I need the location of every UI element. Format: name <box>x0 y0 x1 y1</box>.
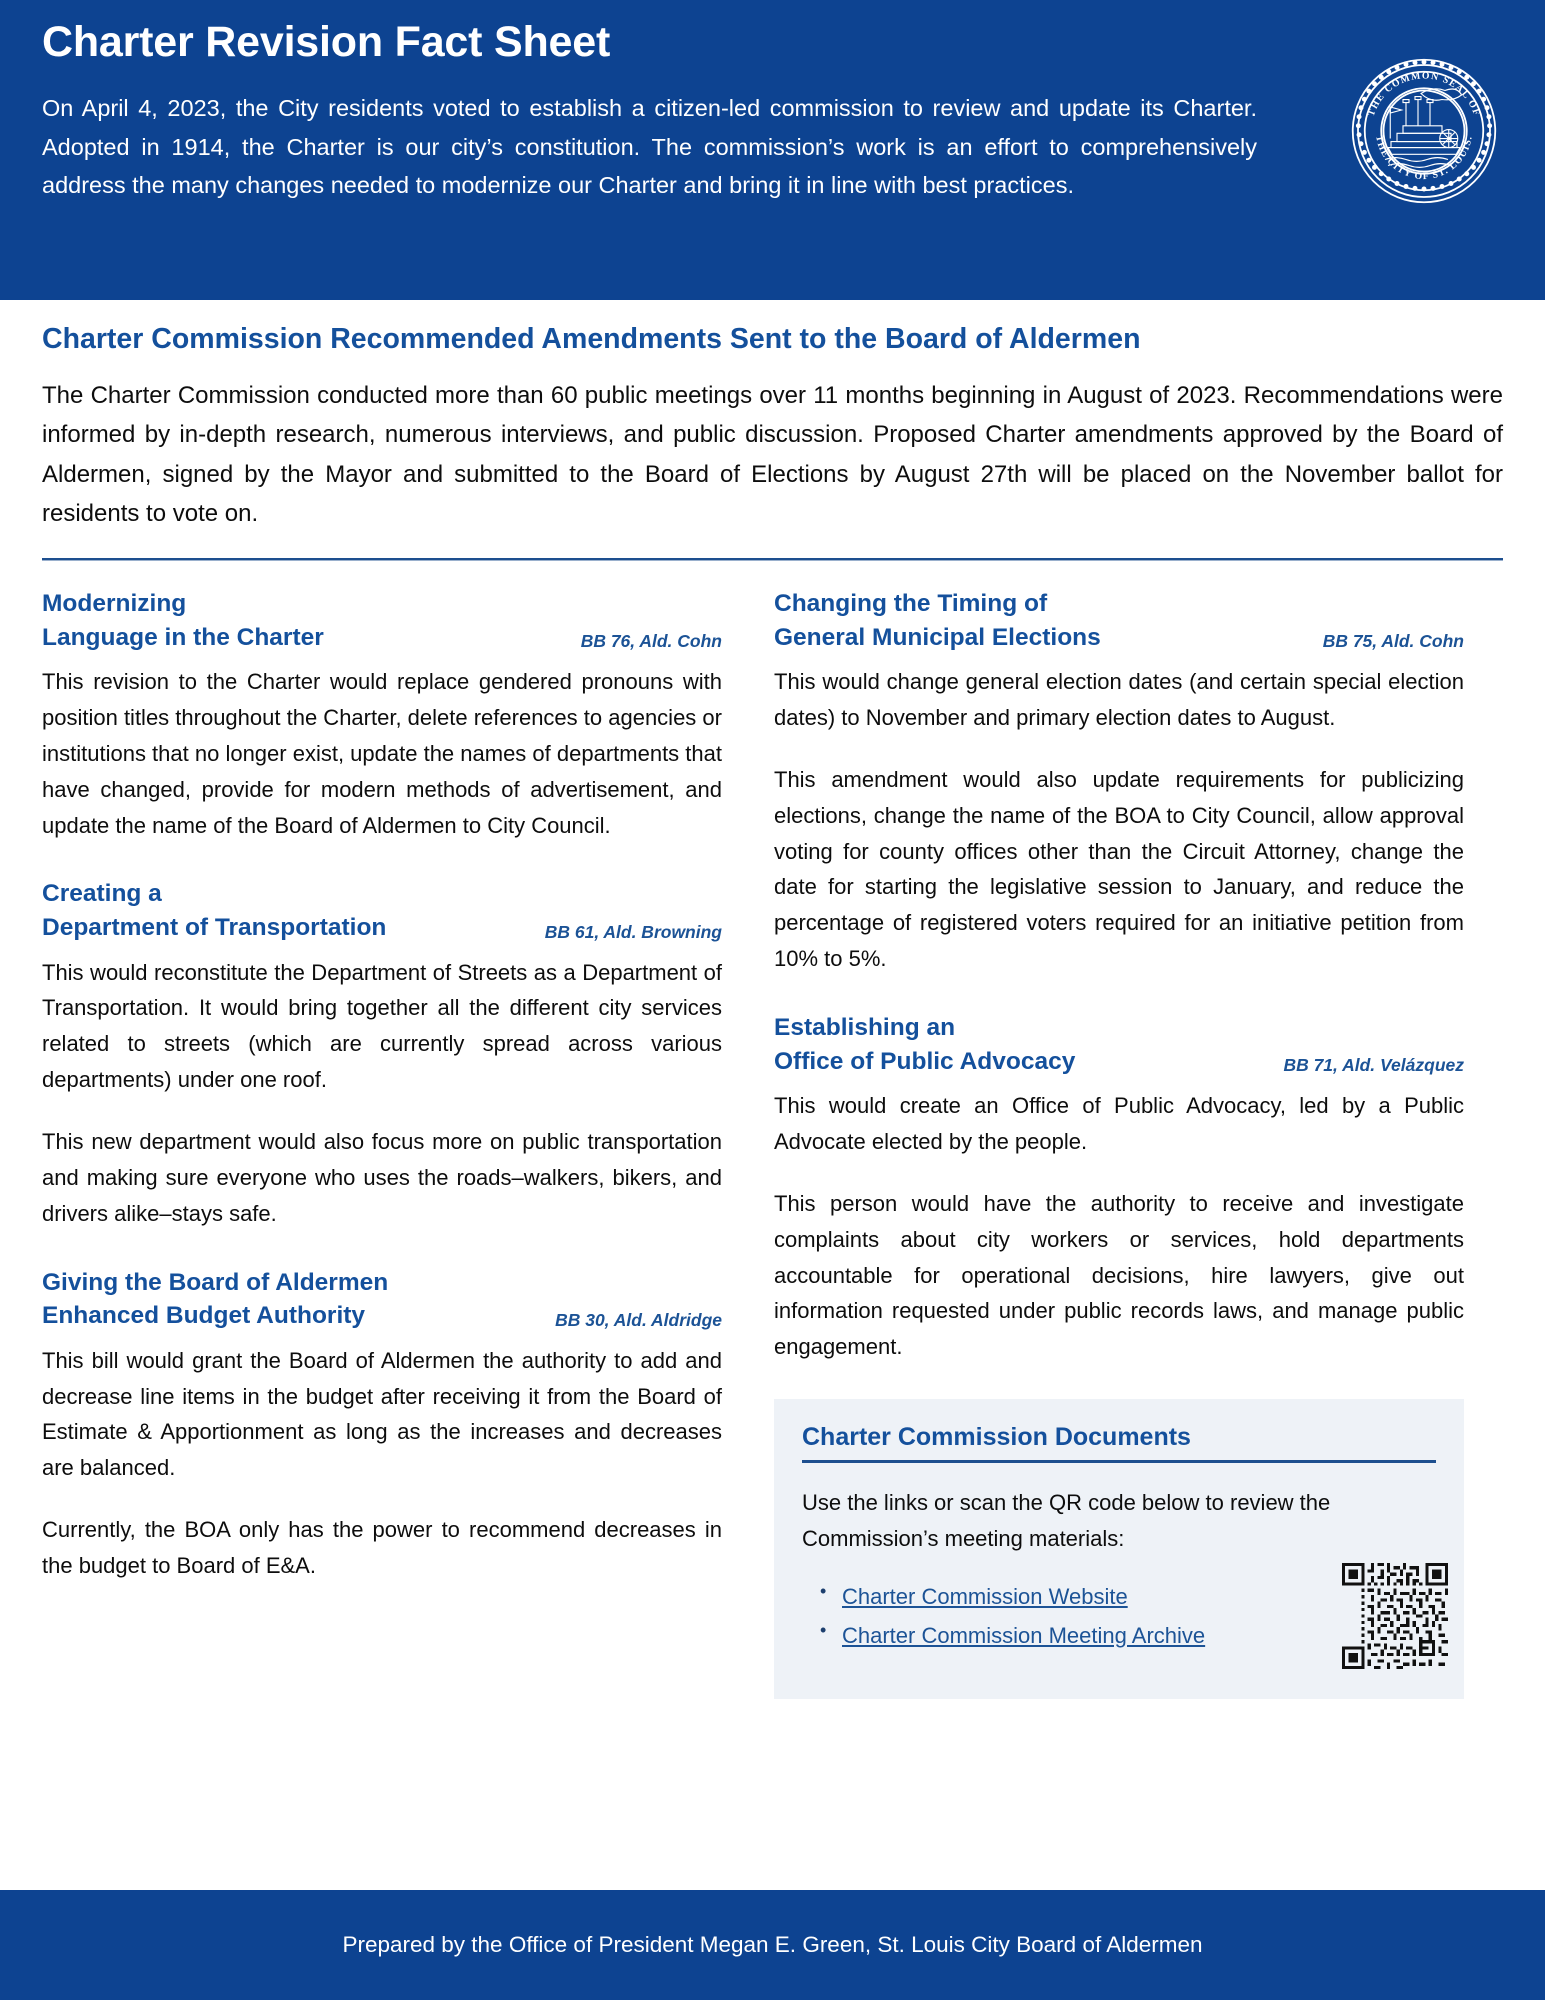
amendment-timing-of-elections <box>774 587 1464 977</box>
content-columns <box>0 561 1545 1699</box>
right-column <box>774 587 1464 1699</box>
header-intro-text: On April 4, 2023, the City residents voted to establish a citizen-led commission to review and update its Charter. Adopted in 1914, the Charter is our city’s constitution. The commission’s work is an effort to comprehensively address the many changes needed to modernize our Charter and bring it in line with best practices. <box>42 95 1257 198</box>
amendment-paragraph: This amendment would also update requirements for publicizing elections, change the name of the BOA to City Council, allow approval voting for county offices other than the Circuit Attorney, change the date for starting the legislative session to January, and reduce the percentage of registered voters required for an initiative petition from 10% to 5%. <box>774 766 1464 972</box>
amendment-title-line1: Modernizing <box>42 590 187 617</box>
intro-body-text: The Charter Commission conducted more than 60 public meetings over 11 months beginning in August of 2023. Recommendations were informed by in-depth research, numerous interviews, and public discussion. Proposed Charter amendments approved by the Board of Aldermen, signed by the Mayor and submitted to the Board of Elections by August 27th will be placed on the November ballot for residents to vote on. <box>42 381 1503 528</box>
amendment-paragraph: This would change general election dates (and certain special election dates) to November and primary election dates to August. <box>774 669 1464 730</box>
bill-reference: BB 71, Ald. Velázquez <box>1283 1055 1464 1076</box>
amendment-title-line2: Language in the Charter <box>42 623 324 651</box>
bill-reference: BB 75, Ald. Cohn <box>1322 631 1464 652</box>
amendment-title <box>774 587 1274 654</box>
amendment-enhanced-budget-authority <box>42 1266 722 1584</box>
bill-reference: BB 30, Ald. Aldridge <box>555 1309 722 1330</box>
qr-code-icon <box>1342 1563 1448 1669</box>
amendment-paragraph: This new department would also focus more on public transportation and making sure everyone who uses the roads–walkers, bikers, and drivers alike–stays safe. <box>42 1128 722 1226</box>
svg-text:THE CITY OF ST. LOUIS.: THE CITY OF ST. LOUIS. <box>1373 134 1475 183</box>
amendment-title-line1: Establishing an <box>774 1014 956 1041</box>
amendment-title-line2: Office of Public Advocacy <box>774 1047 1076 1075</box>
amendment-header <box>42 1266 722 1333</box>
amendment-office-of-public-advocacy <box>774 1011 1464 1365</box>
amendment-header <box>42 587 722 654</box>
amendment-header <box>774 587 1464 654</box>
amendment-title <box>774 1011 1274 1078</box>
amendment-paragraph: This person would have the authority to receive and investigate complaints about city workers or services, hold departments accountable for operational decisions, hire lawyers, give out information requested under public records laws, and manage public engagement. <box>774 1190 1464 1360</box>
amendment-modernizing-language <box>42 587 722 843</box>
amendment-title-line1: Giving the Board of Aldermen <box>42 1268 389 1296</box>
amendment-department-of-transportation <box>42 877 722 1231</box>
amendment-paragraph: This would reconstitute the Department of Streets as a Department of Transportation. It would bring together all the different city services related to streets (which are currently spread across various departments) under one roof. <box>42 959 722 1093</box>
amendment-title <box>42 587 542 654</box>
documents-box-title: Charter Commission Documents <box>802 1423 1436 1463</box>
amendment-title <box>42 1266 542 1333</box>
amendment-paragraph: This revision to the Charter would replace gendered pronouns with position titles throughout the Charter, delete references to agencies or institutions that no longer exist, update the names of departments that have changed, provide for modern methods of advertisement, and update the name of the Board of Aldermen to City Council. <box>42 669 722 838</box>
amendment-title-line2: General Municipal Elections <box>774 623 1101 651</box>
documents-box-body: Use the links or scan the QR code below to review the Commission’s meeting materials: <box>802 1490 1331 1551</box>
amendment-title-line2: Enhanced Budget Authority <box>42 1302 366 1330</box>
city-seal-icon <box>1349 56 1499 206</box>
documents-link-list <box>802 1578 1436 1655</box>
amendment-paragraph: This would create an Office of Public Advocacy, led by a Public Advocate elected by the people. <box>774 1093 1464 1154</box>
intro-section <box>0 300 1545 534</box>
amendment-paragraph: Currently, the BOA only has the power to recommend decreases in the budget to Board of E&A. <box>42 1517 722 1578</box>
page-header <box>0 0 1545 300</box>
section-heading: Charter Commission Recommended Amendments Sent to the Board of Aldermen <box>42 323 1141 355</box>
link-charter-commission-website[interactable]: Charter Commission Website <box>842 1584 1128 1610</box>
documents-box <box>774 1399 1464 1699</box>
svg-text:THE COMMON SEAL OF: THE COMMON SEAL OF <box>1365 70 1483 118</box>
page-title: Charter Revision Fact Sheet <box>42 18 611 66</box>
bill-reference: BB 61, Ald. Browning <box>544 921 722 942</box>
page-footer <box>0 1890 1545 2000</box>
amendment-paragraph: This bill would grant the Board of Aldermen the authority to add and decrease line items in the budget after receiving it from the Board of Estimate & Apportionment as long as the increases and decreases are balanced. <box>42 1347 722 1481</box>
amendment-title-line1: Changing the Timing of <box>774 590 1048 617</box>
amendment-header <box>774 1011 1464 1078</box>
footer-text: Prepared by the Office of President Megan E. Green, St. Louis City Board of Aldermen <box>342 1932 1203 1957</box>
link-charter-commission-meeting-archive[interactable]: Charter Commission Meeting Archive <box>842 1622 1206 1648</box>
amendment-title-line2: Department of Transportation <box>42 913 387 941</box>
bill-reference: BB 76, Ald. Cohn <box>580 631 722 652</box>
amendment-title-line1: Creating a <box>42 880 162 908</box>
left-column <box>42 587 722 1699</box>
amendment-title <box>42 877 542 944</box>
amendment-header <box>42 877 722 944</box>
